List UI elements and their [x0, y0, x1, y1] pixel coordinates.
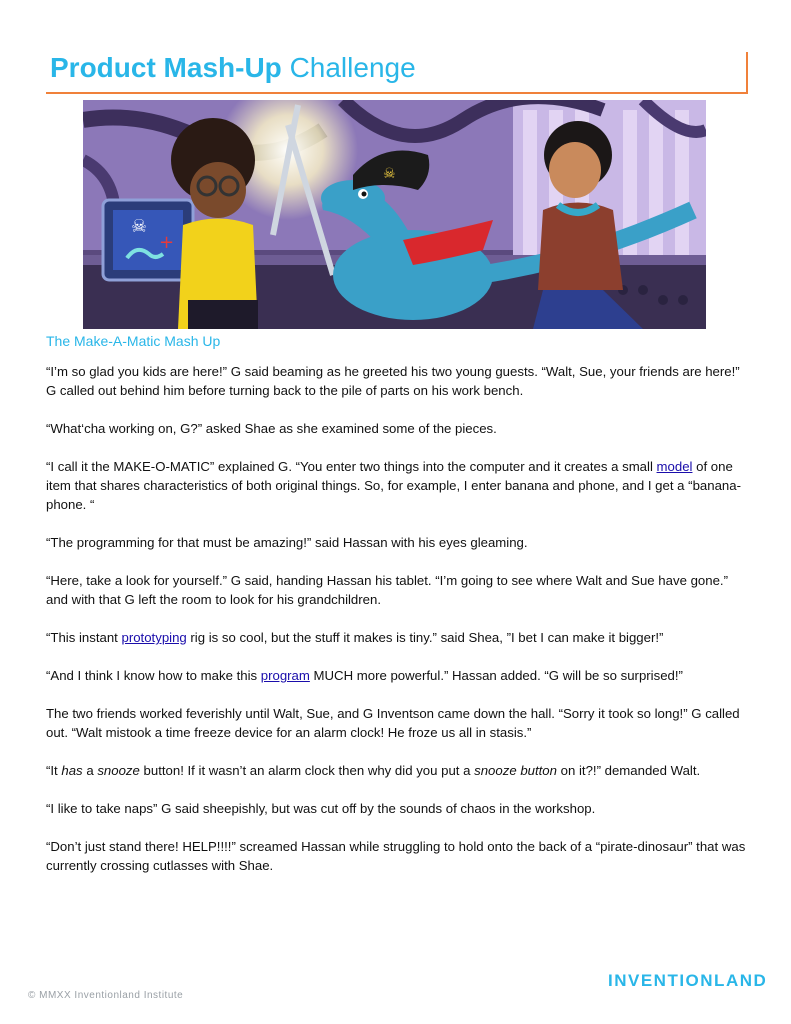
story-text: of one item that shares characteristics of both original things. So, for example, I enter banana and phone, and I get a “banana-phone. “: [46, 459, 741, 512]
hero-illustration: [83, 100, 706, 329]
hero-illustration-art: [83, 100, 706, 329]
program-link[interactable]: program: [260, 668, 310, 683]
story-text: “This instant: [46, 630, 122, 645]
story-emphasis: snooze button: [474, 763, 557, 778]
story-text: “It: [46, 763, 62, 778]
story-text: on it?!” demanded Walt.: [556, 763, 701, 778]
prototyping-link[interactable]: prototyping: [121, 630, 187, 645]
story-emphasis: snooze: [97, 763, 140, 778]
story-body: [46, 362, 746, 894]
inventionland-logo: INVENTIONLAND: [608, 971, 768, 990]
page-title-light: Challenge: [289, 52, 416, 83]
story-text: a: [82, 763, 98, 778]
story-paragraph-5: “Here, take a look for yourself.” G said, handing Hassan his tablet. “I’m going to see where Walt and Sue have gone.” and with that G left the room to look for his grandchildren.: [46, 573, 728, 607]
model-link[interactable]: model: [656, 459, 693, 474]
svg-text:☠: ☠: [131, 216, 148, 237]
title-bar: [46, 52, 748, 94]
story-text: button! If it wasn’t an alarm clock then why did you put a: [139, 763, 475, 778]
story-paragraph-8: The two friends worked feverishly until Walt, Sue, and G Inventson came down the hall. “Sorry it took so long!” G called out. “Walt mistook a time freeze device for an alarm clock! He froze us all in stasis.”: [46, 706, 740, 740]
story-text: “And I think I know how to make this: [46, 668, 261, 683]
copyright-notice: © MMXX Inventionland Institute: [28, 990, 184, 1001]
story-paragraph-4: “The programming for that must be amazing!” said Hassan with his eyes gleaming.: [46, 535, 528, 550]
story-paragraph-7: [46, 666, 746, 685]
story-paragraph-6: [46, 628, 746, 647]
page-title-bold: Product Mash-Up: [50, 52, 282, 83]
page-title: [50, 52, 416, 84]
svg-text:+: +: [159, 232, 175, 253]
story-paragraph-11: “Don’t just stand there! HELP!!!!” screamed Hassan while struggling to hold onto the back of a “pirate-dinosaur” that was currently crossing cutlasses with Shae.: [46, 839, 746, 873]
story-paragraph-2: “What‘cha working on, G?” asked Shae as she examined some of the pieces.: [46, 421, 497, 436]
story-text: rig is so cool, but the stuff it makes is tiny.” said Shea, ”I bet I can make it bigger!”: [186, 630, 664, 645]
story-text: MUCH more powerful.” Hassan added. “G will be so surprised!”: [309, 668, 683, 683]
story-emphasis: has: [61, 763, 83, 778]
story-paragraph-1: “I’m so glad you kids are here!” G said beaming as he greeted his two young guests. “Walt, Sue, your friends are here!” G called out behind him before turning back to the pile of parts on his work bench.: [46, 364, 740, 398]
svg-text:☠: ☠: [383, 166, 396, 182]
story-paragraph-10: “I like to take naps” G said sheepishly, but was cut off by the sounds of chaos in the workshop.: [46, 801, 596, 816]
article-subtitle: The Make-A-Matic Mash Up: [46, 333, 221, 349]
story-paragraph-3: [46, 457, 746, 514]
story-paragraph-9: [46, 761, 746, 780]
story-text: “I call it the MAKE-O-MATIC” explained G. “You enter two things into the computer and it creates a small: [46, 459, 657, 474]
